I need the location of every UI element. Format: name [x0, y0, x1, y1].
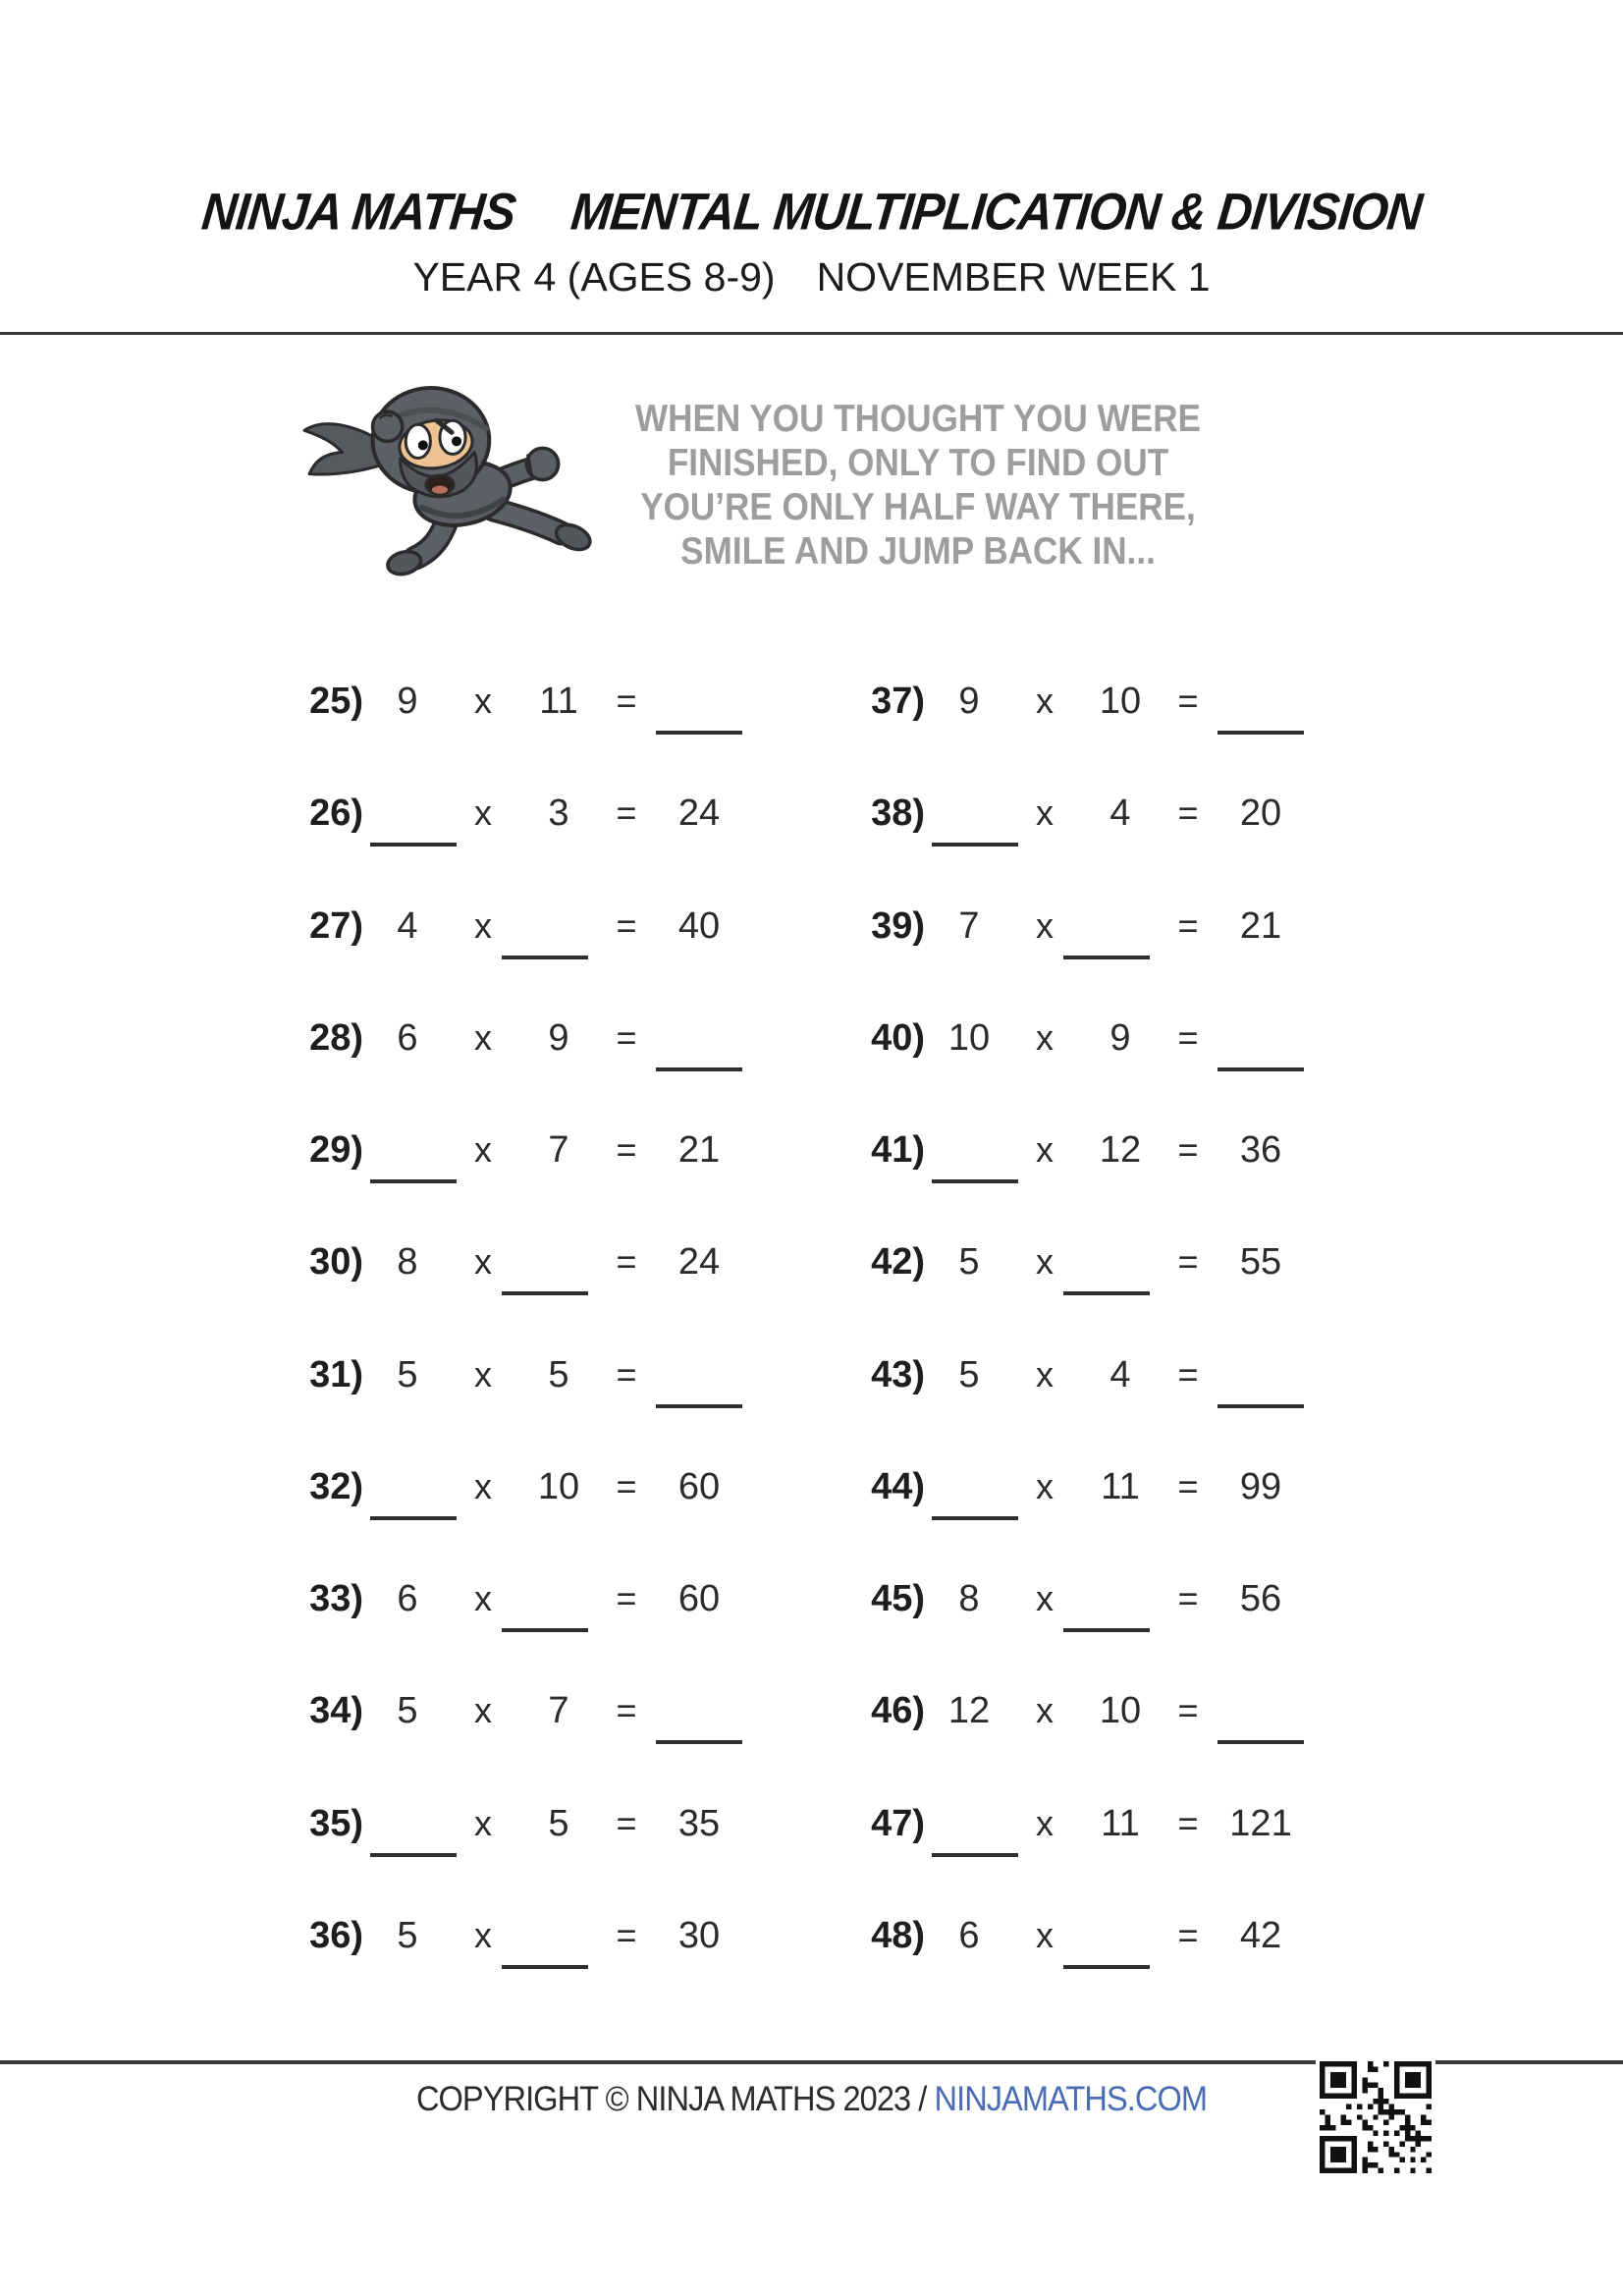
multiply-sign: x	[1036, 1915, 1054, 1955]
problem-row	[858, 899, 1310, 954]
quote-line: SMILE AND JUMP BACK IN...	[680, 530, 1156, 573]
page-subtitle	[0, 254, 1623, 301]
problem-row	[858, 1571, 1310, 1626]
operand-b	[514, 1232, 603, 1291]
problem-number: 45)	[871, 1577, 925, 1619]
problem-row	[858, 1122, 1310, 1177]
problem-number: 32)	[309, 1465, 363, 1507]
problem-row	[858, 1011, 1310, 1066]
problem-row	[297, 899, 748, 954]
problem-number: 35)	[309, 1802, 363, 1844]
multiply-sign: x	[474, 1466, 492, 1506]
operand-b	[1076, 1569, 1164, 1628]
blank-line	[370, 797, 457, 847]
qr-code	[1316, 2056, 1435, 2178]
blank-line	[1217, 685, 1304, 735]
problem-number: 39)	[871, 904, 925, 947]
operand-b: 4	[1109, 792, 1131, 834]
problem-row	[858, 786, 1310, 841]
multiply-sign: x	[474, 905, 492, 946]
operand-b: 11	[1101, 1802, 1140, 1844]
operand-a: 5	[397, 1914, 418, 1956]
problem-number: 25)	[309, 680, 363, 722]
equals-sign: =	[1177, 1241, 1199, 1282]
equals-sign: =	[1177, 1915, 1199, 1955]
problem-row	[297, 1796, 748, 1851]
multiply-sign: x	[1036, 905, 1054, 946]
multiply-sign: x	[474, 1915, 492, 1955]
operand-a: 7	[958, 904, 980, 947]
operand-a: 6	[397, 1577, 418, 1619]
answer-value: 21	[1239, 904, 1282, 947]
multiply-sign: x	[1036, 1466, 1054, 1506]
operand-a: 6	[958, 1914, 980, 1956]
equals-sign: =	[1177, 793, 1199, 833]
blank-line	[656, 1695, 742, 1744]
blank-line	[656, 1359, 742, 1408]
operand-a: 4	[397, 904, 418, 947]
problem-number: 48)	[871, 1914, 925, 1956]
equals-sign: =	[616, 1466, 637, 1506]
operand-a: 10	[947, 1016, 991, 1059]
problem-number: 26)	[309, 792, 363, 834]
answer-value: 121	[1229, 1802, 1292, 1844]
multiply-sign: x	[1036, 1129, 1054, 1170]
operand-b: 11	[1101, 1465, 1140, 1507]
multiply-sign: x	[1036, 1803, 1054, 1843]
operand-a: 9	[958, 680, 980, 722]
worksheet-topic-title: MENTAL MULTIPLICATION & DIVISION	[568, 183, 1425, 242]
multiply-sign: x	[1036, 1578, 1054, 1618]
problem-number: 36)	[309, 1914, 363, 1956]
equals-sign: =	[616, 1578, 637, 1618]
problem-number: 34)	[309, 1689, 363, 1731]
problem-row	[297, 1908, 748, 1963]
blank-line	[656, 685, 742, 735]
equals-sign: =	[616, 1915, 637, 1955]
page-title	[0, 185, 1623, 240]
quote-line: FINISHED, ONLY TO FIND OUT	[667, 442, 1169, 484]
answer-value: 20	[1239, 792, 1282, 834]
operand-a	[363, 1457, 452, 1516]
operand-a: 5	[397, 1689, 418, 1731]
equals-sign: =	[616, 1690, 637, 1730]
problem-number: 43)	[871, 1353, 925, 1395]
operand-a	[925, 784, 1013, 843]
answer-value: 35	[677, 1802, 721, 1844]
problem-number: 40)	[871, 1016, 925, 1059]
blank-line	[1217, 1695, 1304, 1744]
multiply-sign: x	[474, 1129, 492, 1170]
problem-row	[297, 1459, 748, 1514]
answer-value	[1212, 1009, 1310, 1067]
equals-sign: =	[1177, 905, 1199, 946]
problem-number: 38)	[871, 792, 925, 834]
operand-b: 9	[548, 1016, 569, 1059]
equals-sign: =	[1177, 681, 1199, 721]
operand-b	[514, 1906, 603, 1965]
answer-value	[650, 1681, 748, 1740]
answer-value	[650, 1345, 748, 1404]
multiply-sign: x	[474, 1017, 492, 1058]
problem-row	[297, 1571, 748, 1626]
week-label: NOVEMBER WEEK 1	[816, 254, 1211, 300]
answer-value: 42	[1239, 1914, 1282, 1956]
header-divider	[0, 332, 1623, 335]
blank-line	[1217, 1022, 1304, 1071]
problem-number: 33)	[309, 1577, 363, 1619]
problem-row	[297, 1122, 748, 1177]
blank-line	[656, 1022, 742, 1071]
problem-row	[858, 1234, 1310, 1289]
problem-row	[858, 1796, 1310, 1851]
problem-row	[858, 674, 1310, 729]
equals-sign: =	[1177, 1017, 1199, 1058]
equals-sign: =	[1177, 1129, 1199, 1170]
equals-sign: =	[616, 1017, 637, 1058]
operand-a: 9	[397, 680, 418, 722]
problem-row	[297, 674, 748, 729]
multiply-sign: x	[474, 1578, 492, 1618]
problem-number: 37)	[871, 680, 925, 722]
operand-a	[363, 1794, 452, 1853]
operand-a: 12	[947, 1689, 991, 1731]
multiply-sign: x	[474, 793, 492, 833]
blank-line	[370, 1134, 457, 1183]
multiply-sign: x	[1036, 1354, 1054, 1394]
operand-a	[925, 1794, 1013, 1853]
problem-row	[297, 1011, 748, 1066]
blank-line	[1063, 1583, 1150, 1632]
answer-value: 30	[677, 1914, 721, 1956]
operand-a	[925, 1457, 1013, 1516]
equals-sign: =	[616, 793, 637, 833]
operand-a: 8	[397, 1240, 418, 1283]
answer-value	[650, 672, 748, 731]
operand-a: 5	[958, 1353, 980, 1395]
problem-row	[297, 1234, 748, 1289]
equals-sign: =	[616, 905, 637, 946]
operand-b: 7	[548, 1689, 569, 1731]
blank-line	[1217, 1359, 1304, 1408]
blank-line	[932, 1134, 1018, 1183]
operand-b: 12	[1099, 1128, 1142, 1171]
problem-number: 31)	[309, 1353, 363, 1395]
answer-value: 24	[677, 1240, 721, 1283]
problem-row	[858, 1347, 1310, 1402]
multiply-sign: x	[1036, 1690, 1054, 1730]
equals-sign: =	[1177, 1803, 1199, 1843]
problem-number: 42)	[871, 1240, 925, 1283]
operand-a: 8	[958, 1577, 980, 1619]
operand-b	[514, 897, 603, 956]
blank-line	[1063, 1246, 1150, 1295]
equals-sign: =	[616, 1354, 637, 1394]
operand-b: 10	[1099, 680, 1142, 722]
answer-value	[650, 1009, 748, 1067]
answer-value	[1212, 1681, 1310, 1740]
operand-b: 5	[548, 1353, 569, 1395]
multiply-sign: x	[1036, 681, 1054, 721]
answer-value: 24	[677, 792, 721, 834]
equals-sign: =	[1177, 1690, 1199, 1730]
operand-a	[363, 784, 452, 843]
blank-line	[932, 797, 1018, 847]
quote-line: YOU’RE ONLY HALF WAY THERE,	[640, 486, 1196, 528]
multiply-sign: x	[474, 1241, 492, 1282]
equals-sign: =	[616, 1241, 637, 1282]
blank-line	[1063, 910, 1150, 959]
problem-number: 29)	[309, 1128, 363, 1171]
operand-a	[363, 1121, 452, 1179]
operand-b	[1076, 897, 1164, 956]
blank-line	[932, 1471, 1018, 1520]
website-link[interactable]: NINJAMATHS.COM	[934, 2080, 1208, 2118]
problem-row	[297, 786, 748, 841]
operand-b	[514, 1569, 603, 1628]
equals-sign: =	[616, 681, 637, 721]
operand-b: 11	[539, 680, 578, 722]
blank-line	[1063, 1920, 1150, 1969]
operand-b	[1076, 1906, 1164, 1965]
blank-line	[502, 1246, 588, 1295]
multiply-sign: x	[1036, 1241, 1054, 1282]
problems-column-left	[297, 0, 768, 2296]
answer-value: 55	[1239, 1240, 1282, 1283]
blank-line	[502, 910, 588, 959]
operand-a	[925, 1121, 1013, 1179]
answer-value: 36	[1239, 1128, 1282, 1171]
operand-b: 3	[548, 792, 569, 834]
answer-value: 40	[677, 904, 721, 947]
operand-b	[1076, 1232, 1164, 1291]
quote-line: WHEN YOU THOUGHT YOU WERE	[635, 398, 1201, 440]
operand-a: 6	[397, 1016, 418, 1059]
problem-number: 46)	[871, 1689, 925, 1731]
problem-number: 41)	[871, 1128, 925, 1171]
problem-row	[858, 1683, 1310, 1738]
answer-value	[1212, 1345, 1310, 1404]
operand-b: 7	[548, 1128, 569, 1171]
year-group-label: YEAR 4 (AGES 8-9)	[412, 254, 776, 300]
operand-b: 10	[1099, 1689, 1142, 1731]
equals-sign: =	[1177, 1466, 1199, 1506]
operand-a: 5	[397, 1353, 418, 1395]
problem-number: 47)	[871, 1802, 925, 1844]
equals-sign: =	[616, 1129, 637, 1170]
copyright-text: COPYRIGHT © NINJA MATHS 2023 /	[415, 2080, 935, 2118]
answer-value: 21	[677, 1128, 721, 1171]
multiply-sign: x	[1036, 1017, 1054, 1058]
blank-line	[370, 1471, 457, 1520]
problem-row	[297, 1347, 748, 1402]
problem-row	[297, 1683, 748, 1738]
problem-number: 28)	[309, 1016, 363, 1059]
equals-sign: =	[1177, 1578, 1199, 1618]
answer-value	[1212, 672, 1310, 731]
multiply-sign: x	[474, 1690, 492, 1730]
problem-number: 44)	[871, 1465, 925, 1507]
answer-value: 60	[677, 1577, 721, 1619]
answer-value: 60	[677, 1465, 721, 1507]
blank-line	[370, 1808, 457, 1857]
equals-sign: =	[1177, 1354, 1199, 1394]
answer-value: 99	[1239, 1465, 1282, 1507]
brand-title: NINJA MATHS	[198, 183, 518, 242]
blank-line	[502, 1583, 588, 1632]
multiply-sign: x	[474, 1354, 492, 1394]
operand-b: 10	[537, 1465, 580, 1507]
operand-a: 5	[958, 1240, 980, 1283]
equals-sign: =	[616, 1803, 637, 1843]
problem-number: 30)	[309, 1240, 363, 1283]
problem-row	[858, 1908, 1310, 1963]
multiply-sign: x	[474, 681, 492, 721]
problem-row	[858, 1459, 1310, 1514]
multiply-sign: x	[1036, 793, 1054, 833]
operand-b: 4	[1109, 1353, 1131, 1395]
answer-value: 56	[1239, 1577, 1282, 1619]
problem-number: 27)	[309, 904, 363, 947]
operand-b: 9	[1109, 1016, 1131, 1059]
blank-line	[502, 1920, 588, 1969]
problems-column-right	[858, 0, 1329, 2296]
operand-b: 5	[548, 1802, 569, 1844]
blank-line	[932, 1808, 1018, 1857]
multiply-sign: x	[474, 1803, 492, 1843]
